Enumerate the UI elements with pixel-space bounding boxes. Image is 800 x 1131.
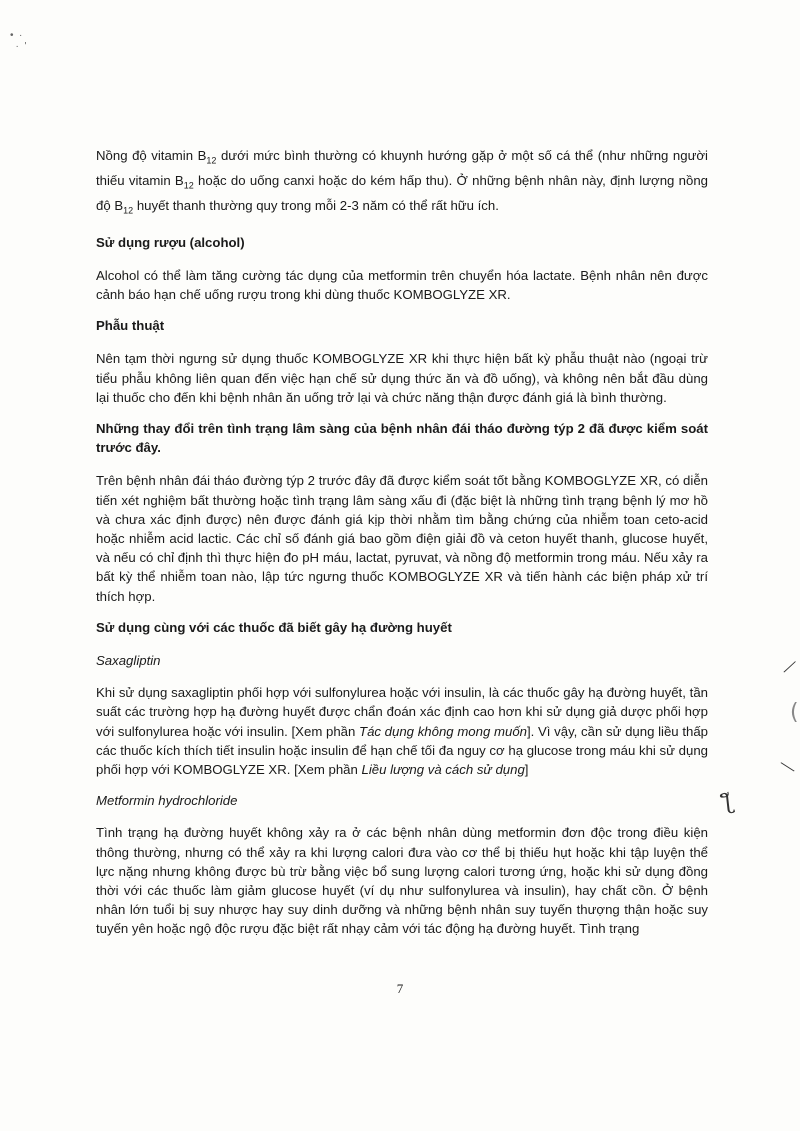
italic-reference: Tác dụng không mong muốn xyxy=(359,723,527,739)
text-run: ]. Vì vậy, cần sử dụng liều thấp các thuốc kích thích tiết insulin hoặc insulin để hạn chế tối đa nguy cơ hạ glucose trong máu khi sử dụng phối hợp với KOMBOGLYZE XR. [Xem phần xyxy=(96,723,708,777)
margin-tick-mark: ╱ xyxy=(783,659,796,675)
margin-bracket-mark: ( xyxy=(790,700,799,725)
text-run: Khi sử dụng saxagliptin phối hợp với sulfonylurea hoặc với insulin, là các thuốc gây hạ đường huyết, tần suất các trường hợp hạ đường huyết được chẩn đoán xác định cao hơn khi sử dụng giả dược phối hợp với sulfonylurea hoặc với insulin. [Xem phần xyxy=(96,685,708,739)
text-run: Sử dụng cùng với các thuốc đã biết gây hạ đường huyết xyxy=(96,619,452,635)
subsection-heading xyxy=(96,791,708,810)
body-paragraph xyxy=(96,146,708,221)
margin-tick-mark: ╲ xyxy=(780,759,795,775)
text-run: Metformin hydrochloride xyxy=(96,793,238,809)
section-heading xyxy=(96,618,708,637)
text-run: Nên tạm thời ngưng sử dụng thuốc KOMBOGLYZE XR khi thực hiện bất kỳ phẫu thuật nào (ngoại trừ tiểu phẫu không liên quan đến việc hạn chế sử dụng thức ăn và đồ uống), và không nên bắt đầu dùng lại thuốc cho đến khi bệnh nhân ăn uống trở lại và chức năng thận được đánh giá là bình thường. xyxy=(96,351,708,405)
text-run: Những thay đổi trên tình trạng lâm sàng của bệnh nhân đái tháo đường týp 2 đã được kiểm soát trước đây. xyxy=(96,420,708,456)
body-paragraph xyxy=(96,349,708,407)
italic-reference: Liều lượng và cách sử dụng xyxy=(361,762,525,777)
body-paragraph xyxy=(96,471,708,605)
text-run: Trên bệnh nhân đái tháo đường týp 2 trước đây đã được kiểm soát tốt bằng KOMBOGLYZE XR, có diễn tiến xét nghiệm bất thường hoặc tình trạng lâm sàng xấu đi (đặc biệt là những tình trạng bệnh lý mơ hồ và chưa xác định được) nên được đánh giá kịp thời nhằm tìm bằng chứng của nhiễm toan ceto-acid hoặc nhiễm acid lactic. Các chỉ số đánh giá bao gồm điện giải đồ và ceton huyết thanh, glucose huyết, và nếu có chỉ định thì thực hiện đo pH máu, lactat, pyruvat, và nồng độ metformin trong máu. Nếu xảy ra bất kỳ thể nhiễm toan nào, lập tức ngưng thuốc KOMBOGLYZE XR và tiến hành các biện pháp xử trí thích hợp. xyxy=(96,473,708,604)
text-run: Sử dụng rượu (alcohol) xyxy=(96,234,245,250)
scan-speck: • · · ' xyxy=(10,30,27,52)
page-number: 7 xyxy=(396,981,404,996)
section-heading xyxy=(96,233,708,252)
text-run: Alcohol có thể làm tăng cường tác dụng của metformin trên chuyển hóa lactate. Bệnh nhân nên được cảnh báo hạn chế uống rượu trong khi dùng thuốc KOMBOGLYZE XR. xyxy=(96,267,708,302)
subscript-text: 12 xyxy=(206,155,217,166)
body-paragraph xyxy=(96,823,708,938)
text-run: Saxagliptin xyxy=(96,652,161,668)
section-heading xyxy=(96,419,708,457)
text-run: Tình trạng hạ đường huyết không xảy ra ở các bệnh nhân dùng metformin đơn độc trong điều kiện thông thường, nhưng có thể xảy ra khi lượng calori đưa vào cơ thể bị thiếu hụt hoặc khi tập luyện thể lực nặng nhưng không được bù trừ bằng việc bổ sung lượng calori tương ứng, hoặc khi sử dụng đồng thời với các thuốc làm giảm glucose huyết (ví dụ như sulfonylurea và insulin), hay chất cồn. Ở bệnh nhân lớn tuổi bị suy nhược hay suy dinh dưỡng và những bệnh nhân suy tuyến thượng thận hoặc suy tuyến yên hoặc ngộ độc rượu đặc biệt rất nhạy cảm với tác động hạ đường huyết. Tình trạng xyxy=(96,825,708,937)
body-paragraph xyxy=(96,683,708,779)
text-run: huyết thanh thường quy trong mỗi 2-3 năm có thể rất hữu ích. xyxy=(133,197,499,213)
initial-handwritten-mark: ƪ xyxy=(720,789,735,816)
text-run: Phẫu thuật xyxy=(96,318,165,334)
body-paragraph xyxy=(96,266,708,304)
subsection-heading xyxy=(96,651,708,670)
section-heading xyxy=(96,316,708,335)
text-run: Nồng độ vitamin B xyxy=(96,148,207,163)
subscript-text: 12 xyxy=(183,180,194,191)
text-run: dưới mức bình thường có khuynh hướng gặp ở một số cá thể (như những người thiếu vitamin B xyxy=(96,148,708,188)
document-body xyxy=(96,146,708,951)
text-run: hoặc do uống canxi hoặc do kém hấp thu). Ở những bệnh nhân này, định lượng nồng độ B xyxy=(96,172,708,213)
subscript-text: 12 xyxy=(123,205,134,216)
text-run: ] xyxy=(524,762,529,777)
